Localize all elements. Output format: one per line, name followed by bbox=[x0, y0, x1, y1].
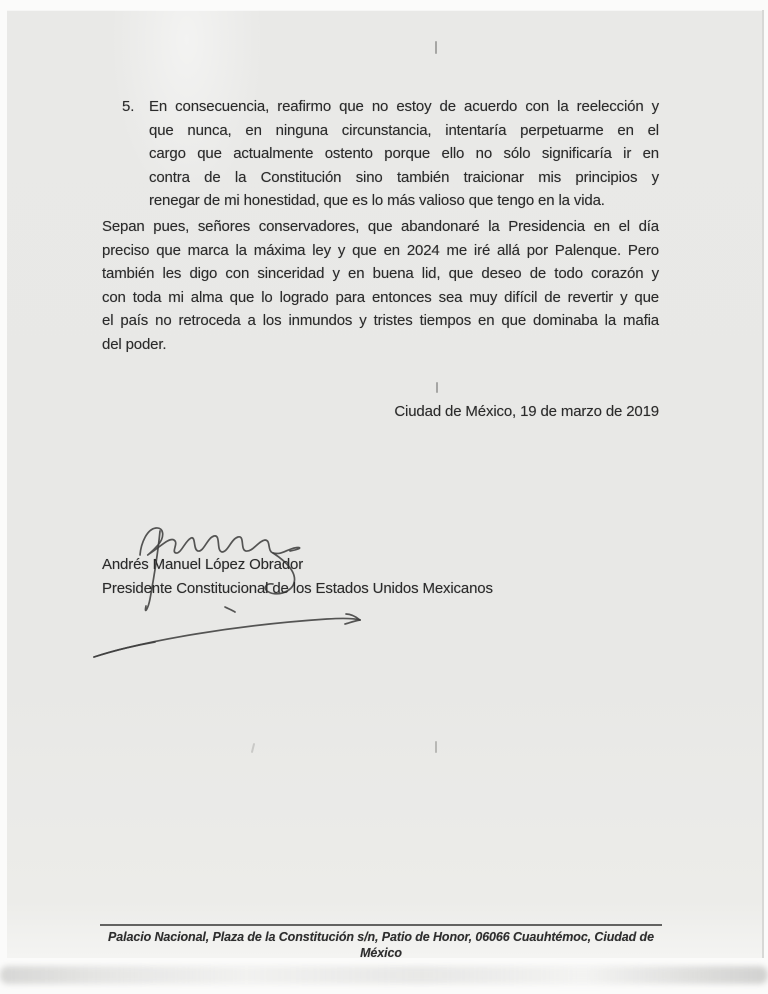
signature-block bbox=[102, 553, 702, 600]
text-line: Sepan pues, señores conservadores, que abandonaré la Presidencia en el día bbox=[102, 218, 659, 235]
text-line: el país no retroceda a los inmundos y tristes tiempos en que dominaba la mafia bbox=[102, 312, 659, 329]
text-line: también les digo con sinceridad y en buena lid, que deseo de todo corazón y bbox=[102, 265, 659, 282]
text-line: preciso que marca la máxima ley y que en 2024 me iré allá por Palenque. Pero bbox=[102, 241, 659, 259]
signer-title: Presidente Constitucional de los Estados Unidos Mexicanos bbox=[102, 579, 493, 597]
text-line: que nunca, en ninguna circunstancia, intentaría perpetuarme en el bbox=[149, 121, 659, 139]
paper-sheet bbox=[7, 10, 764, 958]
text-line: cargo que actualmente ostento porque ello no sólo significaría ir en bbox=[149, 145, 659, 162]
text-line: En consecuencia, reafirmo que no estoy de acuerdo con la reelección y bbox=[149, 98, 659, 115]
list-number: 5. bbox=[122, 98, 135, 115]
footer-address: Palacio Nacional, Plaza de la Constitución s/n, Patio de Honor, 06066 Cuauhtémoc, Ciudad de México bbox=[108, 930, 654, 960]
scan-fold-tick-lower bbox=[435, 741, 437, 753]
numbered-paragraph-5 bbox=[122, 95, 659, 213]
list-text bbox=[149, 95, 659, 213]
dateline: Ciudad de México, 19 de marzo de 2019 bbox=[394, 403, 659, 420]
text-line: del poder. bbox=[102, 335, 167, 353]
text-line: renegar de mi honestidad, que es lo más valioso que tengo en la vida. bbox=[149, 192, 605, 209]
text-line: contra de la Constitución sino también traicionar mis principios y bbox=[149, 168, 659, 186]
text-line: con toda mi alma que lo logrado para entonces sea muy difícil de revertir y que bbox=[102, 288, 659, 306]
signer-name: Andrés Manuel López Obrador bbox=[102, 556, 304, 573]
paragraph-sepan-pues bbox=[102, 215, 659, 356]
footer-rule bbox=[100, 924, 662, 926]
scan-fold-tick-top bbox=[435, 41, 437, 54]
scan-fold-tick-middle bbox=[436, 382, 438, 393]
scan-smudge bbox=[0, 966, 768, 984]
scan-fold-tick-lower-left bbox=[251, 743, 255, 753]
